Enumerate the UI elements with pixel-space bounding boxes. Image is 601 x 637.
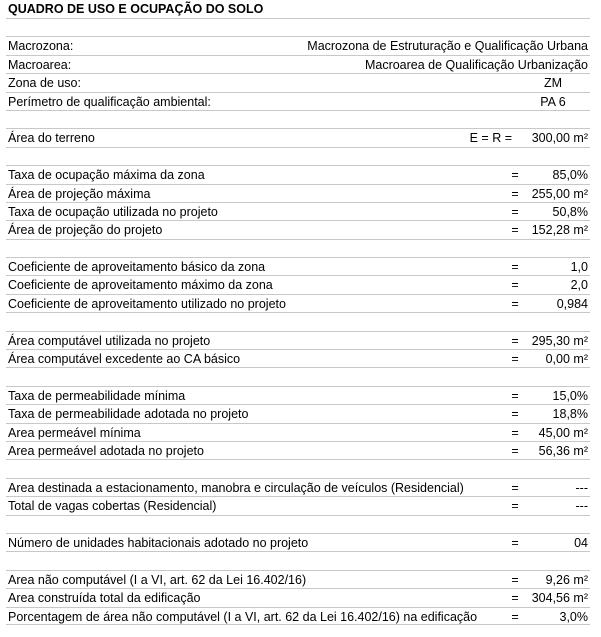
row-label: Area permeável mínima (8, 425, 141, 440)
table-row (6, 275, 590, 293)
row-label: Taxa de permeabilidade adotada no projeto (8, 407, 249, 422)
table-row (6, 386, 590, 404)
row-equals: = (511, 333, 519, 348)
row-value: ZM (543, 76, 563, 91)
row-equals: = (511, 499, 519, 514)
row-equals: = (511, 388, 519, 403)
table-row (6, 184, 590, 202)
spacer-row (6, 367, 590, 385)
row-value: 295,30 m² (531, 333, 588, 348)
row-value: 0,00 m² (545, 352, 588, 367)
table-row-perimetro (6, 92, 590, 110)
row-equals: = (511, 296, 519, 311)
row-value: 1,0 (570, 260, 588, 275)
row-value: 85,0% (552, 168, 588, 183)
row-label: Taxa de ocupação utilizada no projeto (8, 204, 218, 219)
row-label: Area construída total da edificação (8, 591, 201, 606)
row-equals: = (511, 425, 519, 440)
spacer-row (6, 551, 590, 569)
row-value: 2,0 (570, 278, 588, 293)
row-value: 0,984 (556, 296, 588, 311)
row-value: --- (575, 499, 588, 514)
row-label: Area não computável (I a VI, art. 62 da Lei 16.402/16) (8, 572, 307, 587)
spacer-row (6, 515, 590, 533)
row-equals: = (511, 186, 519, 201)
row-label: Macroarea: (8, 57, 72, 72)
row-value: 152,28 m² (531, 223, 588, 238)
row-label: Area destinada a estacionamento, manobra e circulação de veículos (Residencial) (8, 480, 464, 495)
spacer-row (6, 312, 590, 330)
row-label: Área computável excedente ao CA básico (8, 352, 241, 367)
table-row (6, 349, 590, 367)
row-value: Macroarea de Qualificação Urbanização (364, 57, 588, 72)
row-equals: = (511, 223, 519, 238)
row-label: Área de projeção do projeto (8, 223, 163, 238)
table-row (6, 294, 590, 312)
spacer-row (6, 18, 590, 36)
row-equals: = (511, 443, 519, 458)
table-row (6, 478, 590, 496)
row-label: Área computável utilizada no projeto (8, 333, 211, 348)
row-label: Porcentagem de área não computável (I a VI, art. 62 da Lei 16.402/16) na edificação (8, 609, 478, 624)
table-row (6, 588, 590, 606)
row-value: 255,00 m² (531, 186, 588, 201)
row-equals: = (511, 168, 519, 183)
spacer-row (6, 110, 590, 128)
row-value: Macrozona de Estruturação e Qualificação Urbana (307, 39, 588, 54)
table-row (6, 570, 590, 588)
row-equals: = (511, 591, 519, 606)
row-value: 15,0% (552, 388, 588, 403)
row-label: Coeficiente de aproveitamento básico da zona (8, 260, 266, 275)
land-use-table (6, 18, 590, 625)
table-row-macroarea (6, 55, 590, 73)
table-row (6, 533, 590, 551)
row-equals: = (511, 609, 519, 624)
spacer-row (6, 147, 590, 165)
table-row (6, 404, 590, 422)
row-equals: = (511, 535, 519, 550)
table-row-terreno (6, 128, 590, 146)
row-label: Número de unidades habitacionais adotado no projeto (8, 535, 309, 550)
table-row (6, 165, 590, 183)
table-row (6, 257, 590, 275)
row-label: Área do terreno (8, 131, 95, 146)
table-row-macrozona (6, 36, 590, 54)
row-equals: = (511, 572, 519, 587)
row-value: 50,8% (552, 204, 588, 219)
row-label: Zona de uso: (8, 76, 81, 91)
row-value: 9,26 m² (545, 572, 588, 587)
row-value: --- (575, 480, 588, 495)
row-value: 45,00 m² (538, 425, 588, 440)
row-equals: = (511, 278, 519, 293)
row-equals: = (511, 480, 519, 495)
table-row (6, 220, 590, 238)
table-row (6, 441, 590, 459)
row-value: 04 (574, 535, 588, 550)
spacer-row (6, 459, 590, 477)
row-label: Total de vagas cobertas (Residencial) (8, 499, 217, 514)
row-equals: = (511, 407, 519, 422)
row-value: 3,0% (559, 609, 588, 624)
row-value: PA 6 (540, 94, 566, 109)
spacer-row (6, 239, 590, 257)
row-label: Taxa de ocupação máxima da zona (8, 168, 205, 183)
row-value: 300,00 m² (531, 131, 588, 146)
row-label: Perímetro de qualificação ambiental: (8, 94, 211, 109)
row-label: Área de projeção máxima (8, 186, 151, 201)
row-equals: E = R = (469, 131, 512, 146)
row-equals: = (511, 204, 519, 219)
row-equals: = (511, 352, 519, 367)
table-row-zona (6, 73, 590, 91)
row-value: 304,56 m² (531, 591, 588, 606)
row-label: Macrozona: (8, 39, 74, 54)
table-row (6, 202, 590, 220)
table-row (6, 496, 590, 514)
row-label: Coeficiente de aproveitamento utilizado no projeto (8, 296, 286, 311)
page-title: QUADRO DE USO E OCUPAÇÃO DO SOLO (8, 2, 264, 16)
row-label: Taxa de permeabilidade mínima (8, 388, 186, 403)
table-row (6, 423, 590, 441)
table-row (6, 331, 590, 349)
table-row (6, 607, 590, 625)
row-value: 18,8% (552, 407, 588, 422)
row-label: Coeficiente de aproveitamento máximo da zona (8, 278, 273, 293)
row-equals: = (511, 260, 519, 275)
row-label: Area permeável adotada no projeto (8, 443, 204, 458)
row-value: 56,36 m² (538, 443, 588, 458)
